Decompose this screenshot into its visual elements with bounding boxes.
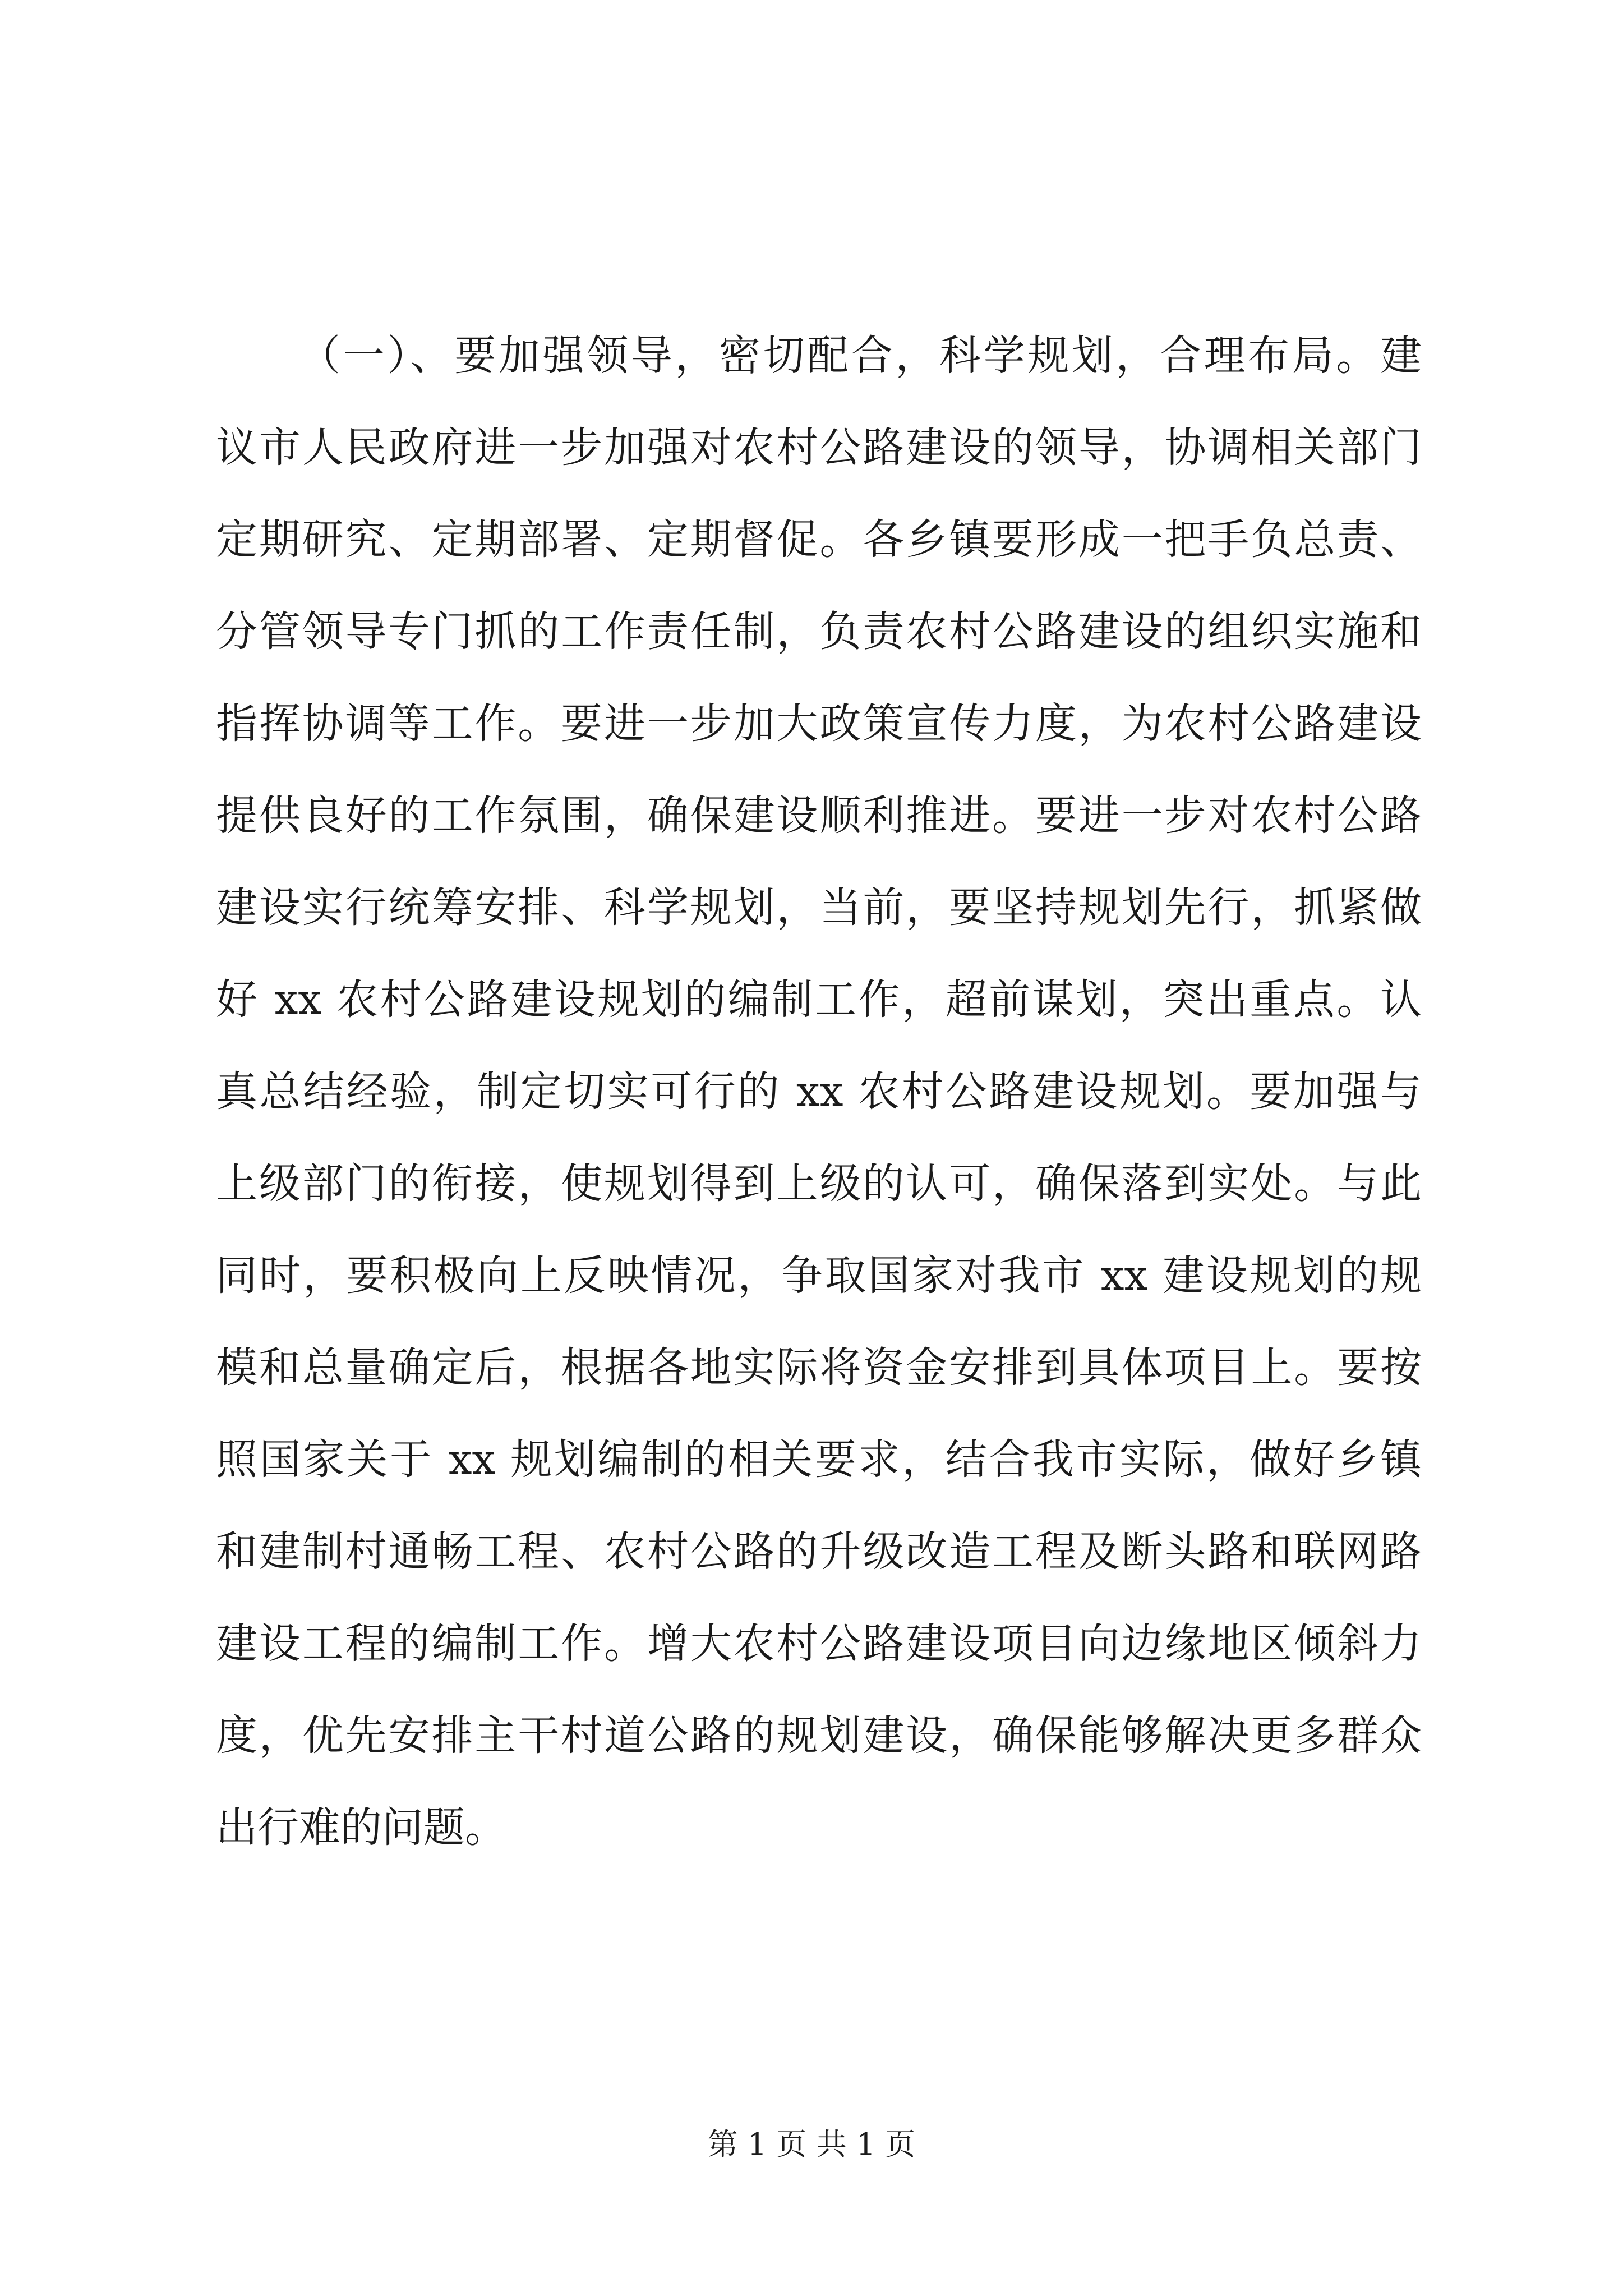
paragraph-line: 指挥协调等工作。要进一步加大政策宣传力度，为农村公路建设 — [216, 700, 1422, 748]
paragraph-line: 和建制村通畅工程、农村公路的升级改造工程及断头路和联网路 — [216, 1527, 1422, 1576]
paragraph-line: 出行难的问题。 — [216, 1803, 506, 1852]
paragraph-line: （一）、要加强领导，密切配合，科学规划，合理布局。建 — [299, 332, 1422, 380]
body-paragraph — [216, 310, 1422, 1874]
paragraph-line: 提供良好的工作氛围，确保建设顺利推进。要进一步对农村公路 — [216, 792, 1422, 840]
paragraph-line: 建设工程的编制工作。增大农村公路建设项目向边缘地区倾斜力 — [216, 1619, 1422, 1668]
paragraph-line: 好 xx 农村公路建设规划的编制工作，超前谋划，突出重点。认 — [216, 976, 1422, 1024]
paragraph-line: 模和总量确定后，根据各地实际将资金安排到具体项目上。要按 — [216, 1343, 1422, 1392]
paragraph-line: 照国家关于 xx 规划编制的相关要求，结合我市实际，做好乡镇 — [216, 1435, 1422, 1484]
paragraph-line: 上级部门的衔接，使规划得到上级的认可，确保落到实处。与此 — [216, 1159, 1422, 1208]
paragraph-line: 分管领导专门抓的工作责任制，负责农村公路建设的组织实施和 — [216, 608, 1422, 656]
paragraph-line: 度，优先安排主干村道公路的规划建设，确保能够解决更多群众 — [216, 1711, 1422, 1760]
page-footer: 第 1 页 共 1 页 — [707, 2127, 916, 2162]
paragraph-line: 议市人民政府进一步加强对农村公路建设的领导，协调相关部门 — [216, 424, 1422, 472]
paragraph-line: 真总结经验，制定切实可行的 xx 农村公路建设规划。要加强与 — [216, 1068, 1422, 1116]
paragraph-line: 建设实行统筹安排、科学规划，当前，要坚持规划先行，抓紧做 — [216, 884, 1422, 932]
paragraph-line: 同时，要积极向上反映情况，争取国家对我市 xx 建设规划的规 — [216, 1251, 1422, 1300]
paragraph-line: 定期研究、定期部署、定期督促。各乡镇要形成一把手负总责、 — [216, 516, 1422, 564]
